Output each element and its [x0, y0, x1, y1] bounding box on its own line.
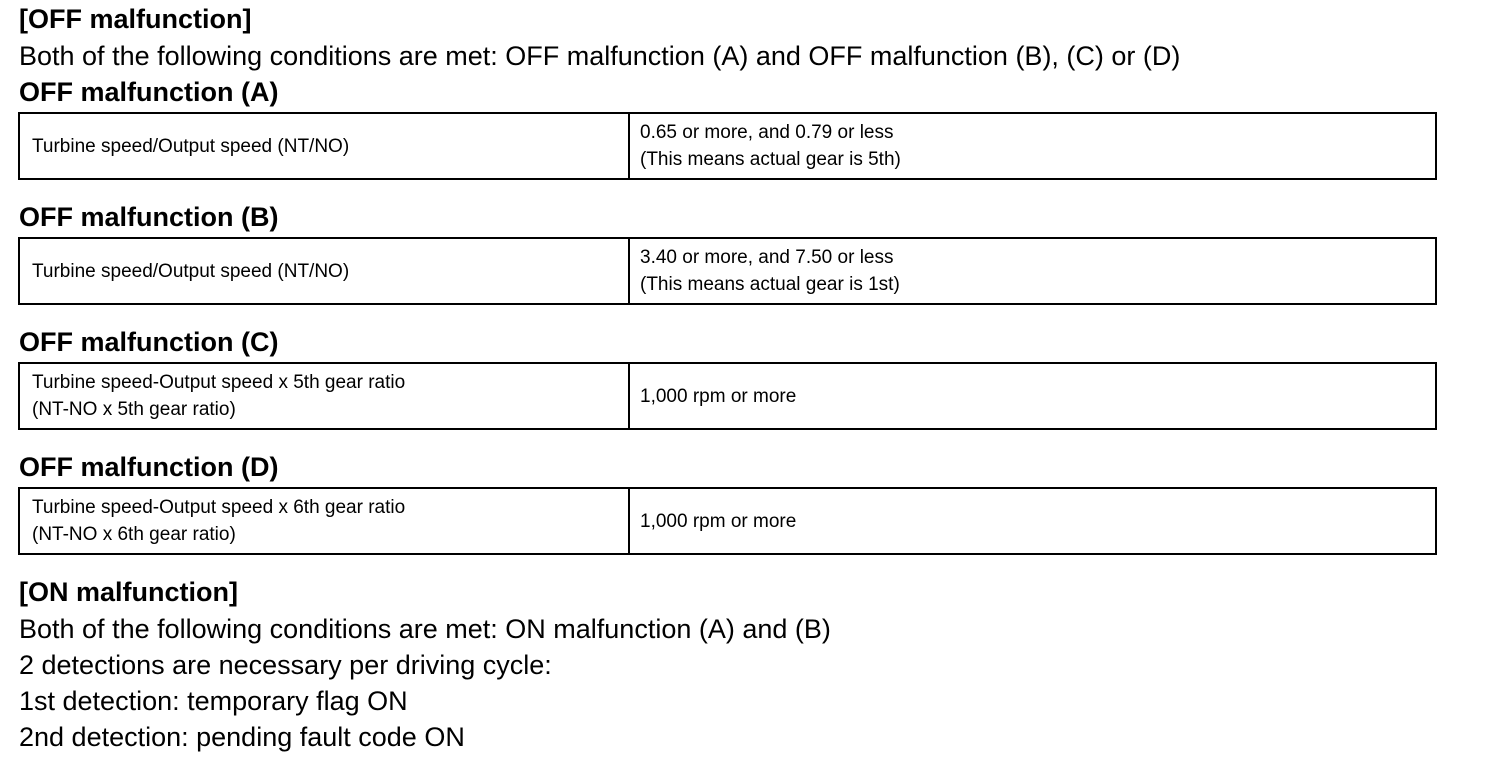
parameter-text: Turbine speed/Output speed (NT/NO)	[32, 135, 350, 157]
condition-cell	[629, 363, 1436, 429]
off-malfunction-d-table	[18, 487, 1437, 555]
on-malfunction-first-detection: 1st detection: temporary flag ON	[19, 686, 408, 716]
table-row	[19, 238, 1436, 304]
parameter-text: Turbine speed-Output speed x 6th gear ratio	[32, 497, 406, 518]
condition-cell	[629, 238, 1436, 304]
parameter-text: Turbine speed/Output speed (NT/NO)	[32, 260, 350, 282]
off-malfunction-a-table	[18, 112, 1437, 180]
on-malfunction-detections-note: 2 detections are necessary per driving cycle:	[19, 650, 552, 680]
off-malfunction-b-table	[18, 237, 1437, 305]
parameter-cell	[19, 113, 629, 179]
on-malfunction-heading: [ON malfunction]	[19, 577, 238, 607]
table-row	[19, 113, 1436, 179]
table-row	[19, 363, 1436, 429]
table-row	[19, 488, 1436, 554]
off-malfunction-b-title: OFF malfunction (B)	[19, 202, 279, 232]
condition-text: 0.65 or more, and 0.79 or less	[640, 122, 894, 143]
off-malfunction-a-title: OFF malfunction (A)	[19, 77, 279, 107]
condition-text: 1,000 rpm or more	[640, 510, 797, 532]
on-malfunction-second-detection: 2nd detection: pending fault code ON	[19, 722, 465, 752]
condition-cell	[629, 113, 1436, 179]
condition-text: 1,000 rpm or more	[640, 385, 797, 407]
parameter-abbrev: (NT-NO x 6th gear ratio)	[32, 524, 236, 545]
parameter-text: Turbine speed-Output speed x 5th gear ratio	[32, 372, 406, 393]
parameter-cell	[19, 363, 629, 429]
parameter-cell	[19, 238, 629, 304]
condition-note: (This means actual gear is 1st)	[640, 274, 900, 295]
condition-note: (This means actual gear is 5th)	[640, 149, 901, 170]
off-malfunction-summary: Both of the following conditions are met: OFF malfunction (A) and OFF malfunction (B), (C) or (D)	[19, 41, 1181, 71]
parameter-abbrev: (NT-NO x 5th gear ratio)	[32, 399, 236, 420]
off-malfunction-d-title: OFF malfunction (D)	[19, 452, 279, 482]
off-malfunction-c-table	[18, 362, 1437, 430]
off-malfunction-c-title: OFF malfunction (C)	[19, 327, 279, 357]
off-malfunction-heading: [OFF malfunction]	[19, 4, 252, 34]
condition-cell	[629, 488, 1436, 554]
on-malfunction-summary: Both of the following conditions are met: ON malfunction (A) and (B)	[19, 614, 831, 644]
condition-text: 3.40 or more, and 7.50 or less	[640, 247, 894, 268]
parameter-cell	[19, 488, 629, 554]
